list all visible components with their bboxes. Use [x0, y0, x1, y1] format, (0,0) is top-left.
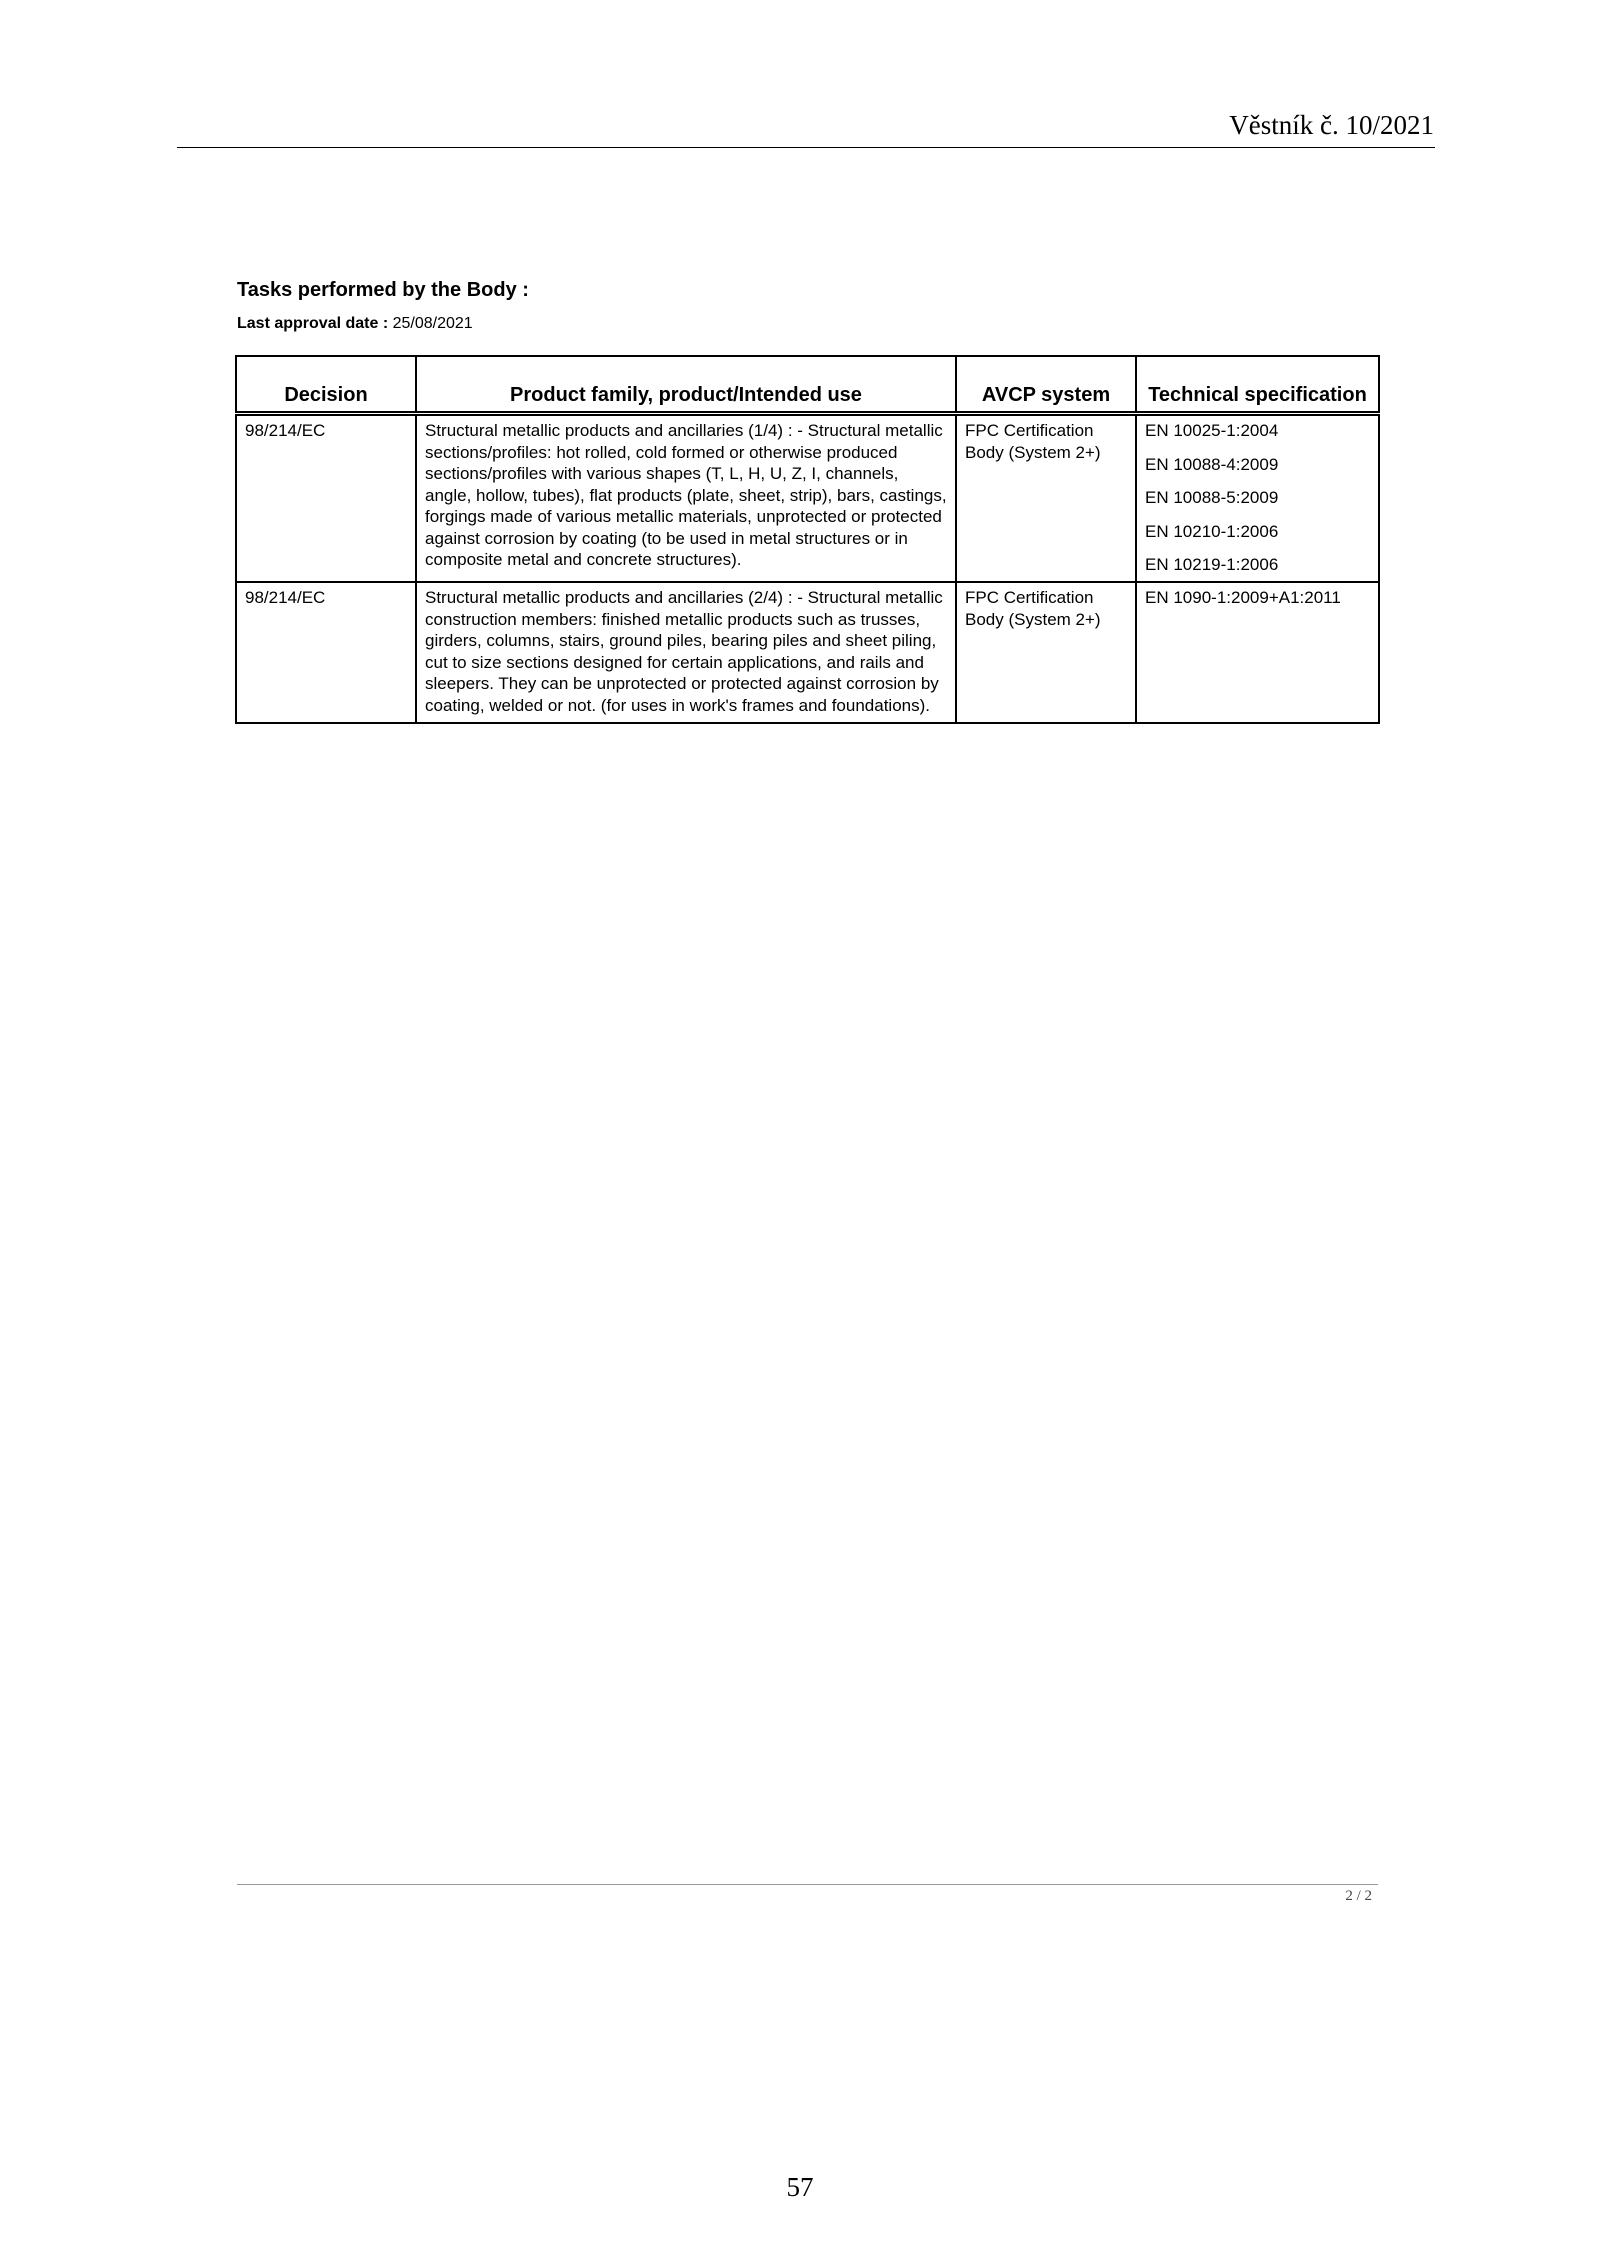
section-title: Tasks performed by the Body :: [237, 279, 529, 301]
spec-cell: [1136, 582, 1379, 723]
header-decision: Decision: [236, 356, 416, 414]
header-avcp: AVCP system: [956, 356, 1136, 414]
spec-item: EN 10219-1:2006: [1145, 555, 1279, 575]
table-row: [236, 582, 1379, 723]
spec-item: EN 10210-1:2006: [1145, 521, 1279, 541]
footer-rule: [237, 1884, 1378, 1885]
table-row: [236, 414, 1379, 583]
product-cell: Structural metallic products and ancillaries (1/4) : - Structural metallic sections/profiles: hot rolled, cold formed or otherwise produced sections/profiles with various shapes (T, L, H, U, Z, I, channels, angle, hollow, tubes), flat products (plate, sheet, strip), bars, castings, forgings made of various metallic materials, unprotected or protected against corrosion by coating (to be used in metal structures or in composite metal and concrete structures).: [416, 414, 956, 583]
spec-item: EN 10088-4:2009: [1145, 454, 1279, 474]
footer-page-ref: 2 / 2: [1345, 1888, 1372, 1904]
spec-item: EN 10088-5:2009: [1145, 488, 1279, 508]
page-number: 57: [786, 2172, 814, 2202]
approval-line: [237, 315, 473, 333]
header-rule: [177, 147, 1435, 148]
spec-item: EN 1090-1:2009+A1:2011: [1145, 588, 1341, 608]
avcp-cell: FPC Certification Body (System 2+): [956, 582, 1136, 723]
decision-cell: 98/214/EC: [236, 414, 416, 583]
tasks-table: [235, 355, 1380, 724]
header-product: Product family, product/Intended use: [416, 356, 956, 414]
spec-cell: [1136, 414, 1379, 583]
approval-label: Last approval date :: [237, 315, 389, 332]
product-cell: Structural metallic products and ancillaries (2/4) : - Structural metallic construction members: finished metallic products such as trusses, girders, columns, stairs, ground piles, bearing piles and sheet piling, cut to size sections designed for certain applications, and rails and sleepers. They can be unprotected or protected against corrosion by coating, welded or not. (for uses in work's frames and foundations).: [416, 582, 956, 723]
spec-item: EN 10025-1:2004: [1145, 421, 1279, 440]
decision-cell: 98/214/EC: [236, 582, 416, 723]
header-spec: Technical specification: [1136, 356, 1379, 414]
avcp-cell: FPC Certification Body (System 2+): [956, 414, 1136, 583]
approval-date: 25/08/2021: [392, 315, 473, 332]
table-header-row: [236, 356, 1379, 414]
header-title: Věstník č. 10/2021: [1229, 110, 1434, 140]
